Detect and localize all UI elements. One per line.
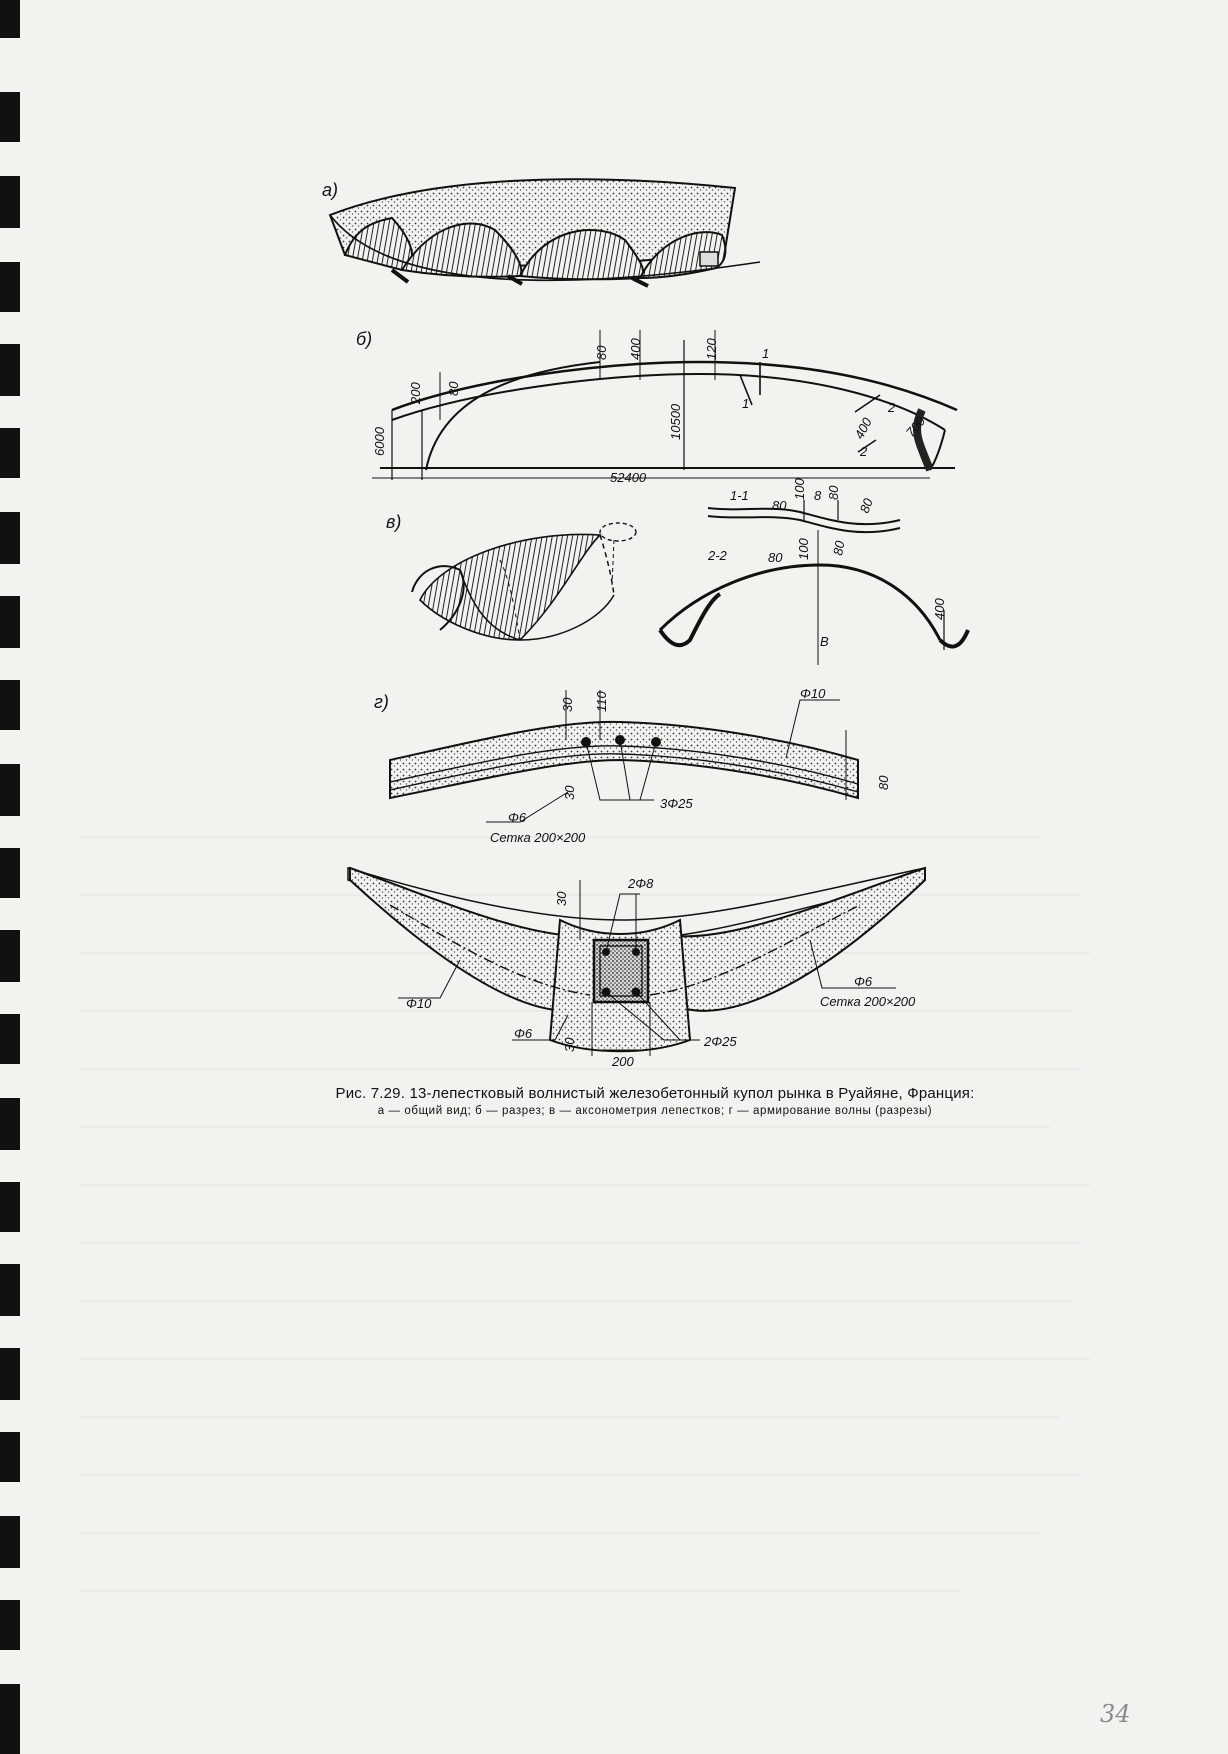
svg-text:1: 1	[762, 346, 770, 361]
caption-title: Рис. 7.29. 13-лепестковый волнистый железобетонный купол рынка в Руайяне, Франция:	[335, 1085, 975, 1102]
svg-text:80: 80	[594, 345, 609, 360]
svg-text:Φ6: Φ6	[854, 974, 873, 989]
svg-text:Сетка 200×200: Сетка 200×200	[490, 830, 586, 845]
reinforcement-section-2	[348, 868, 925, 1069]
caption-subtitle: а — общий вид; б — разрез; в — аксонометрия лепестков; г — армирование волны (разрезы)	[377, 1105, 933, 1117]
svg-text:30: 30	[560, 697, 575, 712]
svg-text:80: 80	[446, 381, 461, 396]
svg-text:1-1: 1-1	[730, 488, 749, 503]
svg-text:80: 80	[830, 539, 848, 557]
svg-text:В: В	[820, 634, 829, 649]
svg-text:700: 700	[902, 413, 929, 440]
svg-text:80: 80	[856, 496, 876, 516]
svg-text:80: 80	[876, 775, 891, 790]
svg-text:2: 2	[888, 400, 896, 415]
sections-dimensions	[707, 478, 947, 649]
petal-axonometry	[412, 523, 636, 640]
svg-text:10500: 10500	[668, 403, 683, 440]
svg-text:2: 2	[860, 444, 868, 459]
panel-label-v: в)	[386, 512, 402, 532]
dome-section	[372, 330, 957, 480]
panel-label-b: б)	[356, 329, 373, 349]
svg-text:100: 100	[796, 538, 811, 560]
svg-text:2-2: 2-2	[708, 548, 727, 563]
svg-text:1: 1	[742, 396, 750, 411]
figure-caption	[240, 1085, 1070, 1117]
svg-text:400: 400	[932, 598, 947, 620]
reinforcement-section-1	[390, 686, 891, 845]
svg-text:30: 30	[562, 1037, 577, 1052]
svg-text:100: 100	[792, 478, 807, 500]
svg-text:Φ10: Φ10	[800, 686, 826, 701]
svg-text:3Φ25: 3Φ25	[660, 796, 693, 811]
svg-text:8: 8	[814, 488, 822, 503]
svg-text:30: 30	[554, 891, 569, 906]
svg-text:400: 400	[851, 415, 875, 442]
svg-text:80: 80	[768, 550, 783, 565]
svg-text:30: 30	[562, 785, 577, 800]
svg-text:Φ6: Φ6	[508, 810, 527, 825]
svg-text:2Φ8: 2Φ8	[628, 876, 654, 891]
sections-1-1-2-2	[660, 500, 968, 665]
svg-text:Φ6: Φ6	[514, 1026, 533, 1041]
svg-text:Сетка 200×200: Сетка 200×200	[820, 994, 916, 1009]
panel-label-a: а)	[322, 180, 339, 200]
svg-text:Φ10: Φ10	[406, 996, 432, 1011]
section-dimensions	[372, 338, 929, 485]
page-number: 34	[1100, 1700, 1131, 1728]
svg-text:200: 200	[408, 382, 423, 404]
svg-text:80: 80	[826, 485, 841, 500]
svg-text:120: 120	[704, 338, 719, 360]
svg-text:110: 110	[594, 691, 609, 712]
svg-text:200: 200	[612, 1054, 634, 1069]
panel-label-g: г)	[374, 692, 389, 712]
svg-text:2Φ25: 2Φ25	[704, 1034, 737, 1049]
svg-text:80: 80	[772, 498, 787, 513]
svg-text:52400: 52400	[610, 470, 647, 485]
dome-general-view	[330, 179, 760, 286]
svg-text:400: 400	[628, 338, 643, 360]
svg-text:6000: 6000	[372, 427, 387, 456]
